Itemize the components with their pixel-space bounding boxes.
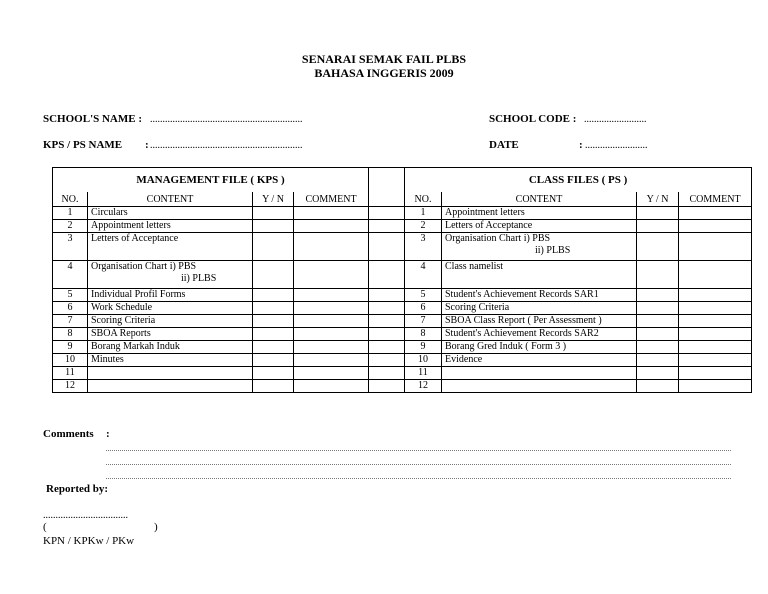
right-no-cell: 4 (405, 261, 442, 289)
left-content-text: Appointment letters (91, 220, 171, 231)
right-comment-cell[interactable] (679, 367, 752, 380)
kps-name-label: KPS / PS NAME (43, 139, 123, 151)
kps-name-colon: : (145, 139, 149, 151)
right-content-cell (442, 315, 637, 328)
left-content-text: Minutes (91, 354, 124, 365)
table-row (53, 220, 752, 233)
right-comment-cell[interactable] (679, 220, 752, 233)
right-content-header: CONTENT (442, 192, 637, 207)
right-no-cell: 7 (405, 315, 442, 328)
left-yn-cell[interactable] (253, 289, 294, 302)
right-content-cell (442, 207, 637, 220)
right-yn-cell[interactable] (637, 328, 679, 341)
left-content-cell (88, 367, 253, 380)
right-comment-cell[interactable] (679, 302, 752, 315)
right-no-cell: 8 (405, 328, 442, 341)
right-comment-cell[interactable] (679, 354, 752, 367)
left-no-cell: 1 (53, 207, 88, 220)
gap-cell (369, 354, 405, 367)
right-yn-cell[interactable] (637, 207, 679, 220)
left-content-cell (88, 328, 253, 341)
left-no-cell: 11 (53, 367, 88, 380)
left-yn-cell[interactable] (253, 207, 294, 220)
left-content-text: Borang Markah Induk (91, 341, 180, 352)
left-yn-cell[interactable] (253, 354, 294, 367)
comment-line-1[interactable] (106, 450, 731, 451)
left-yn-cell[interactable] (253, 315, 294, 328)
gap-cell (369, 341, 405, 354)
gap-cell (369, 233, 405, 261)
gap-cell (369, 220, 405, 233)
left-comment-cell[interactable] (294, 233, 369, 261)
right-comment-cell[interactable] (679, 233, 752, 261)
class-files-title: CLASS FILES ( PS ) (405, 168, 752, 193)
left-content-cell (88, 220, 253, 233)
left-content-cell (88, 354, 253, 367)
table-row (53, 367, 752, 380)
left-comment-cell[interactable] (294, 315, 369, 328)
left-no-cell: 5 (53, 289, 88, 302)
right-yn-cell[interactable] (637, 302, 679, 315)
right-no-cell: 12 (405, 380, 442, 393)
right-comment-cell[interactable] (679, 315, 752, 328)
right-comment-cell[interactable] (679, 341, 752, 354)
reported-by-label: Reported by: (46, 483, 109, 495)
section-header-row (53, 168, 752, 193)
right-content-cell (442, 302, 637, 315)
left-content-text: Individual Profil Forms (91, 289, 186, 300)
form-subtitle: BAHASA INGGERIS 2009 (314, 66, 454, 80)
left-content-cell (88, 380, 253, 393)
right-content-text: Scoring Criteria (445, 302, 510, 313)
table-row (53, 341, 752, 354)
right-comment-cell[interactable] (679, 261, 752, 289)
right-content-cell (442, 289, 637, 302)
comments-colon: : (106, 428, 110, 440)
right-no-cell: 6 (405, 302, 442, 315)
left-content-cell (88, 302, 253, 315)
table-row (53, 261, 752, 289)
left-content-text: Organisation Chart i) PBS (91, 261, 197, 272)
school-name-field[interactable]: ............................................................. (150, 114, 303, 125)
gap-cell (369, 207, 405, 220)
right-yn-cell[interactable] (637, 289, 679, 302)
right-content-cell (442, 354, 637, 367)
table-row (53, 315, 752, 328)
right-content-text: Student's Achievement Records SAR2 (445, 328, 599, 339)
left-content-text: Work Schedule (91, 302, 153, 313)
gap-cell (369, 302, 405, 315)
left-comment-cell[interactable] (294, 289, 369, 302)
right-content-cell (442, 233, 637, 261)
left-content-text: Letters of Acceptance (91, 233, 179, 244)
table-row (53, 328, 752, 341)
left-yn-cell[interactable] (253, 380, 294, 393)
left-comment-cell[interactable] (294, 302, 369, 315)
right-yn-header: Y / N (637, 192, 679, 207)
left-comment-cell[interactable] (294, 354, 369, 367)
gap-cell (369, 261, 405, 289)
signature-open-paren: ( (43, 521, 47, 533)
right-content-text: Letters of Acceptance (445, 220, 533, 231)
right-yn-cell[interactable] (637, 261, 679, 289)
right-comment-cell[interactable] (679, 380, 752, 393)
signature-line[interactable]: .................................. (43, 510, 128, 521)
checklist-table (52, 167, 752, 393)
left-content-text-2: ii) PLBS (181, 273, 217, 284)
right-yn-cell[interactable] (637, 315, 679, 328)
right-yn-cell[interactable] (637, 220, 679, 233)
right-yn-cell[interactable] (637, 233, 679, 261)
gap-cell (369, 289, 405, 302)
gap-cell (369, 328, 405, 341)
left-content-cell (88, 315, 253, 328)
left-no-cell: 9 (53, 341, 88, 354)
comments-label: Comments (43, 428, 94, 440)
left-no-cell: 6 (53, 302, 88, 315)
left-content-text: Circulars (91, 207, 128, 218)
left-comment-cell[interactable] (294, 328, 369, 341)
right-no-cell: 11 (405, 367, 442, 380)
right-content-cell (442, 341, 637, 354)
right-content-text: Student's Achievement Records SAR1 (445, 289, 599, 300)
table-row (53, 289, 752, 302)
gap-cell (369, 380, 405, 393)
right-yn-cell[interactable] (637, 354, 679, 367)
table-row (53, 233, 752, 261)
gap-cell (369, 315, 405, 328)
left-no-cell: 2 (53, 220, 88, 233)
table-row (53, 380, 752, 393)
right-comment-cell[interactable] (679, 328, 752, 341)
left-comment-cell[interactable] (294, 367, 369, 380)
form-title: SENARAI SEMAK FAIL PLBS (301, 52, 467, 66)
school-code-label: SCHOOL CODE : (489, 113, 577, 125)
designation-label: KPN / KPKw / PKw (43, 535, 135, 547)
right-no-cell: 5 (405, 289, 442, 302)
left-comment-cell[interactable] (294, 207, 369, 220)
table-row (53, 354, 752, 367)
right-no-cell: 1 (405, 207, 442, 220)
left-no-cell: 3 (53, 233, 88, 261)
right-content-text: Organisation Chart i) PBS (445, 233, 551, 244)
left-yn-cell[interactable] (253, 341, 294, 354)
table-gap (369, 168, 405, 207)
date-field[interactable]: ......................... (585, 140, 648, 151)
left-comment-cell[interactable] (294, 341, 369, 354)
right-content-cell (442, 261, 637, 289)
right-yn-cell[interactable] (637, 367, 679, 380)
left-yn-cell[interactable] (253, 261, 294, 289)
right-content-text: Appointment letters (445, 207, 525, 218)
right-comment-cell[interactable] (679, 289, 752, 302)
right-no-cell: 10 (405, 354, 442, 367)
comment-line-2[interactable] (106, 464, 731, 465)
date-colon: : (579, 139, 583, 151)
right-content-cell (442, 367, 637, 380)
right-no-cell: 9 (405, 341, 442, 354)
school-name-label: SCHOOL'S NAME : (43, 113, 143, 125)
left-comment-cell[interactable] (294, 220, 369, 233)
left-yn-cell[interactable] (253, 233, 294, 261)
right-comment-header: COMMENT (679, 192, 752, 207)
left-yn-cell[interactable] (253, 367, 294, 380)
table-row (53, 302, 752, 315)
left-no-cell: 7 (53, 315, 88, 328)
school-code-field[interactable]: ......................... (584, 114, 647, 125)
left-no-cell: 4 (53, 261, 88, 289)
left-yn-cell[interactable] (253, 328, 294, 341)
right-yn-cell[interactable] (637, 341, 679, 354)
left-content-text: SBOA Reports (91, 328, 151, 339)
left-no-cell: 10 (53, 354, 88, 367)
left-content-cell (88, 233, 253, 261)
left-no-cell: 8 (53, 328, 88, 341)
left-no-header: NO. (53, 192, 88, 207)
left-yn-cell[interactable] (253, 220, 294, 233)
management-file-title: MANAGEMENT FILE ( KPS ) (53, 168, 369, 193)
right-content-cell (442, 380, 637, 393)
right-comment-cell[interactable] (679, 207, 752, 220)
left-content-cell (88, 207, 253, 220)
table-row (53, 207, 752, 220)
left-yn-cell[interactable] (253, 302, 294, 315)
kps-name-field[interactable]: ............................................................. (150, 140, 303, 151)
right-content-text: Borang Gred Induk ( Form 3 ) (445, 341, 567, 352)
left-no-cell: 12 (53, 380, 88, 393)
date-label: DATE (489, 139, 519, 151)
right-yn-cell[interactable] (637, 380, 679, 393)
right-content-cell (442, 328, 637, 341)
left-content-cell (88, 289, 253, 302)
left-content-cell (88, 261, 253, 289)
left-content-header: CONTENT (88, 192, 253, 207)
right-no-header: NO. (405, 192, 442, 207)
left-content-text: Scoring Criteria (91, 315, 156, 326)
right-no-cell: 3 (405, 233, 442, 261)
right-content-text-2: ii) PLBS (535, 245, 571, 256)
left-comment-cell[interactable] (294, 380, 369, 393)
gap-cell (369, 367, 405, 380)
signature-close-paren: ) (154, 521, 158, 533)
left-content-cell (88, 341, 253, 354)
right-content-text: SBOA Class Report ( Per Assessment ) (445, 315, 602, 326)
left-comment-header: COMMENT (294, 192, 369, 207)
right-content-text: Class namelist (445, 261, 504, 272)
right-no-cell: 2 (405, 220, 442, 233)
comment-line-3[interactable] (106, 478, 731, 479)
right-content-text: Evidence (445, 354, 483, 365)
right-content-cell (442, 220, 637, 233)
left-comment-cell[interactable] (294, 261, 369, 289)
left-yn-header: Y / N (253, 192, 294, 207)
